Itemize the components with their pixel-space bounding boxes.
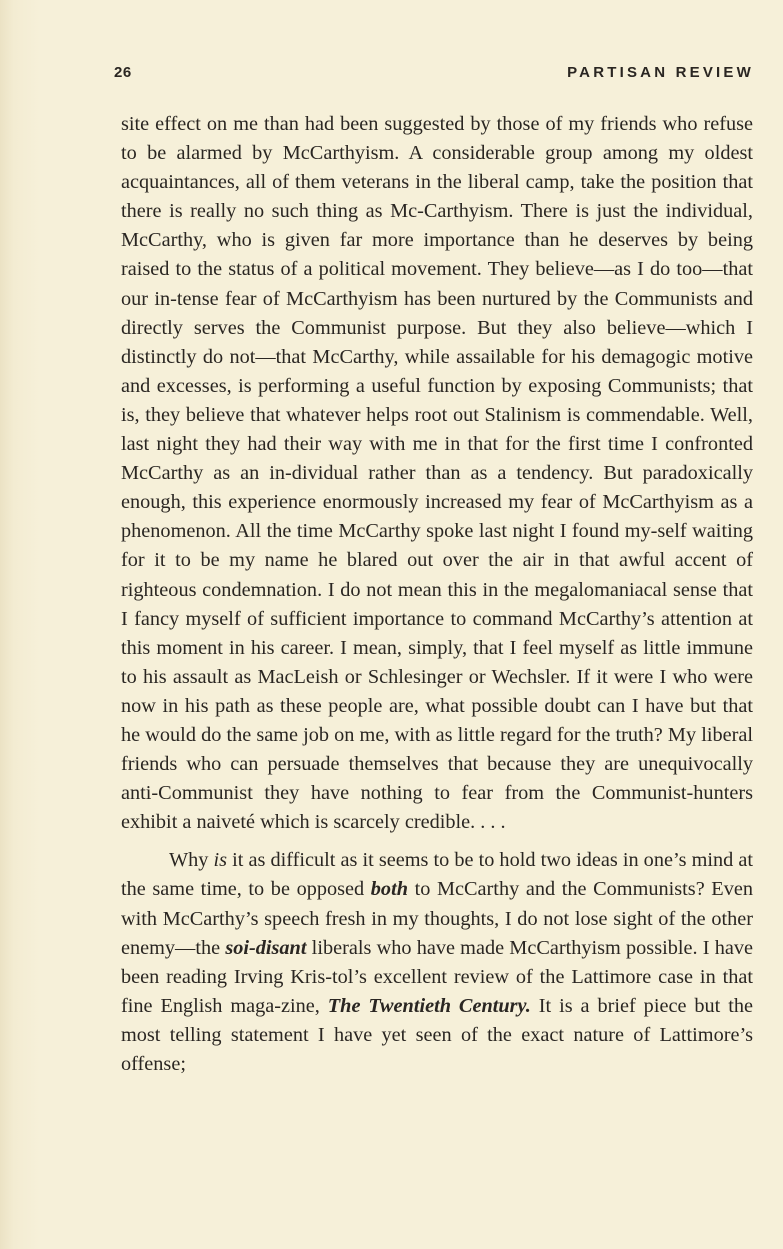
magazine-title: The Twentieth Century. (327, 994, 531, 1017)
text-segment: to McCarthy and the Communists? Even with McCarthy’s speech fresh in my thoughts, I do not lose sight of the other enemy—the (121, 878, 753, 959)
body-text (121, 110, 753, 1079)
emphasis-text: soi-disant (225, 936, 307, 959)
text-segment: Why (169, 849, 214, 872)
text-segment: liberals who have made McCarthyism possible. I have been reading Irving Kris-tol’s excellent review of the Lattimore case in that fine English maga-zine, (121, 936, 753, 1017)
text-segment: it as difficult as it seems to be to hold two ideas in one’s mind at the same time, to be opposed (121, 849, 753, 901)
page-number: 26 (114, 64, 132, 81)
running-head: PARTISAN REVIEW (567, 64, 754, 81)
paragraph (121, 846, 753, 1079)
emphasis-text: both (370, 878, 408, 901)
emphasis-text: is (213, 849, 228, 872)
page-header (114, 64, 754, 86)
text-segment: site effect on me than had been suggested by those of my friends who refuse to be alarmed by McCarthyism. A considerable group among my oldest acquaintances, all of them veterans in the liberal camp, take the position that there is really no such thing as Mc-Carthyism. There is just the individual, McCarthy, who is given far more importance than he deserves by being raised to the status of a political movement. They believe—as I do too—that our in-tense fear of McCarthyism has been nurtured by the Communists and directly serves the Communist purpose. But they also believe—which I distinctly do not—that McCarthy, while assailable for his demagogic motive and excesses, is performing a useful function by exposing Communists; that is, they believe that whatever helps root out Stalinism is commendable. Well, last night they had their way with me in that for the first time I confronted McCarthy as an in-dividual rather than as a tendency. But paradoxically enough, this experience enormously increased my fear of McCarthyism as a phenomenon. All the time McCarthy spoke last night I found my-self waiting for it to be my name he blared out over the air in that awful accent of righteous condemnation. I do not mean this in the megalomaniacal sense that I fancy myself of sufficient importance to command McCarthy’s attention at this moment in his career. I mean, simply, that I feel myself as little immune to his assault as MacLeish or Schlesinger or Wechsler. If it were I who were now in his path as these people are, what possible doubt can I have but that he would do the same job on me, with as little regard for the truth? My liberal friends who can persuade themselves that because they are unequivocally anti-Communist they have nothing to fear from the Communist-hunters exhibit a naiveté which is scarcely credible. . . . (121, 113, 753, 834)
text-segment: It is a brief piece but the most telling statement I have yet seen of the exact nature of Lattimore’s offense; (121, 994, 753, 1075)
paragraph (121, 110, 753, 837)
